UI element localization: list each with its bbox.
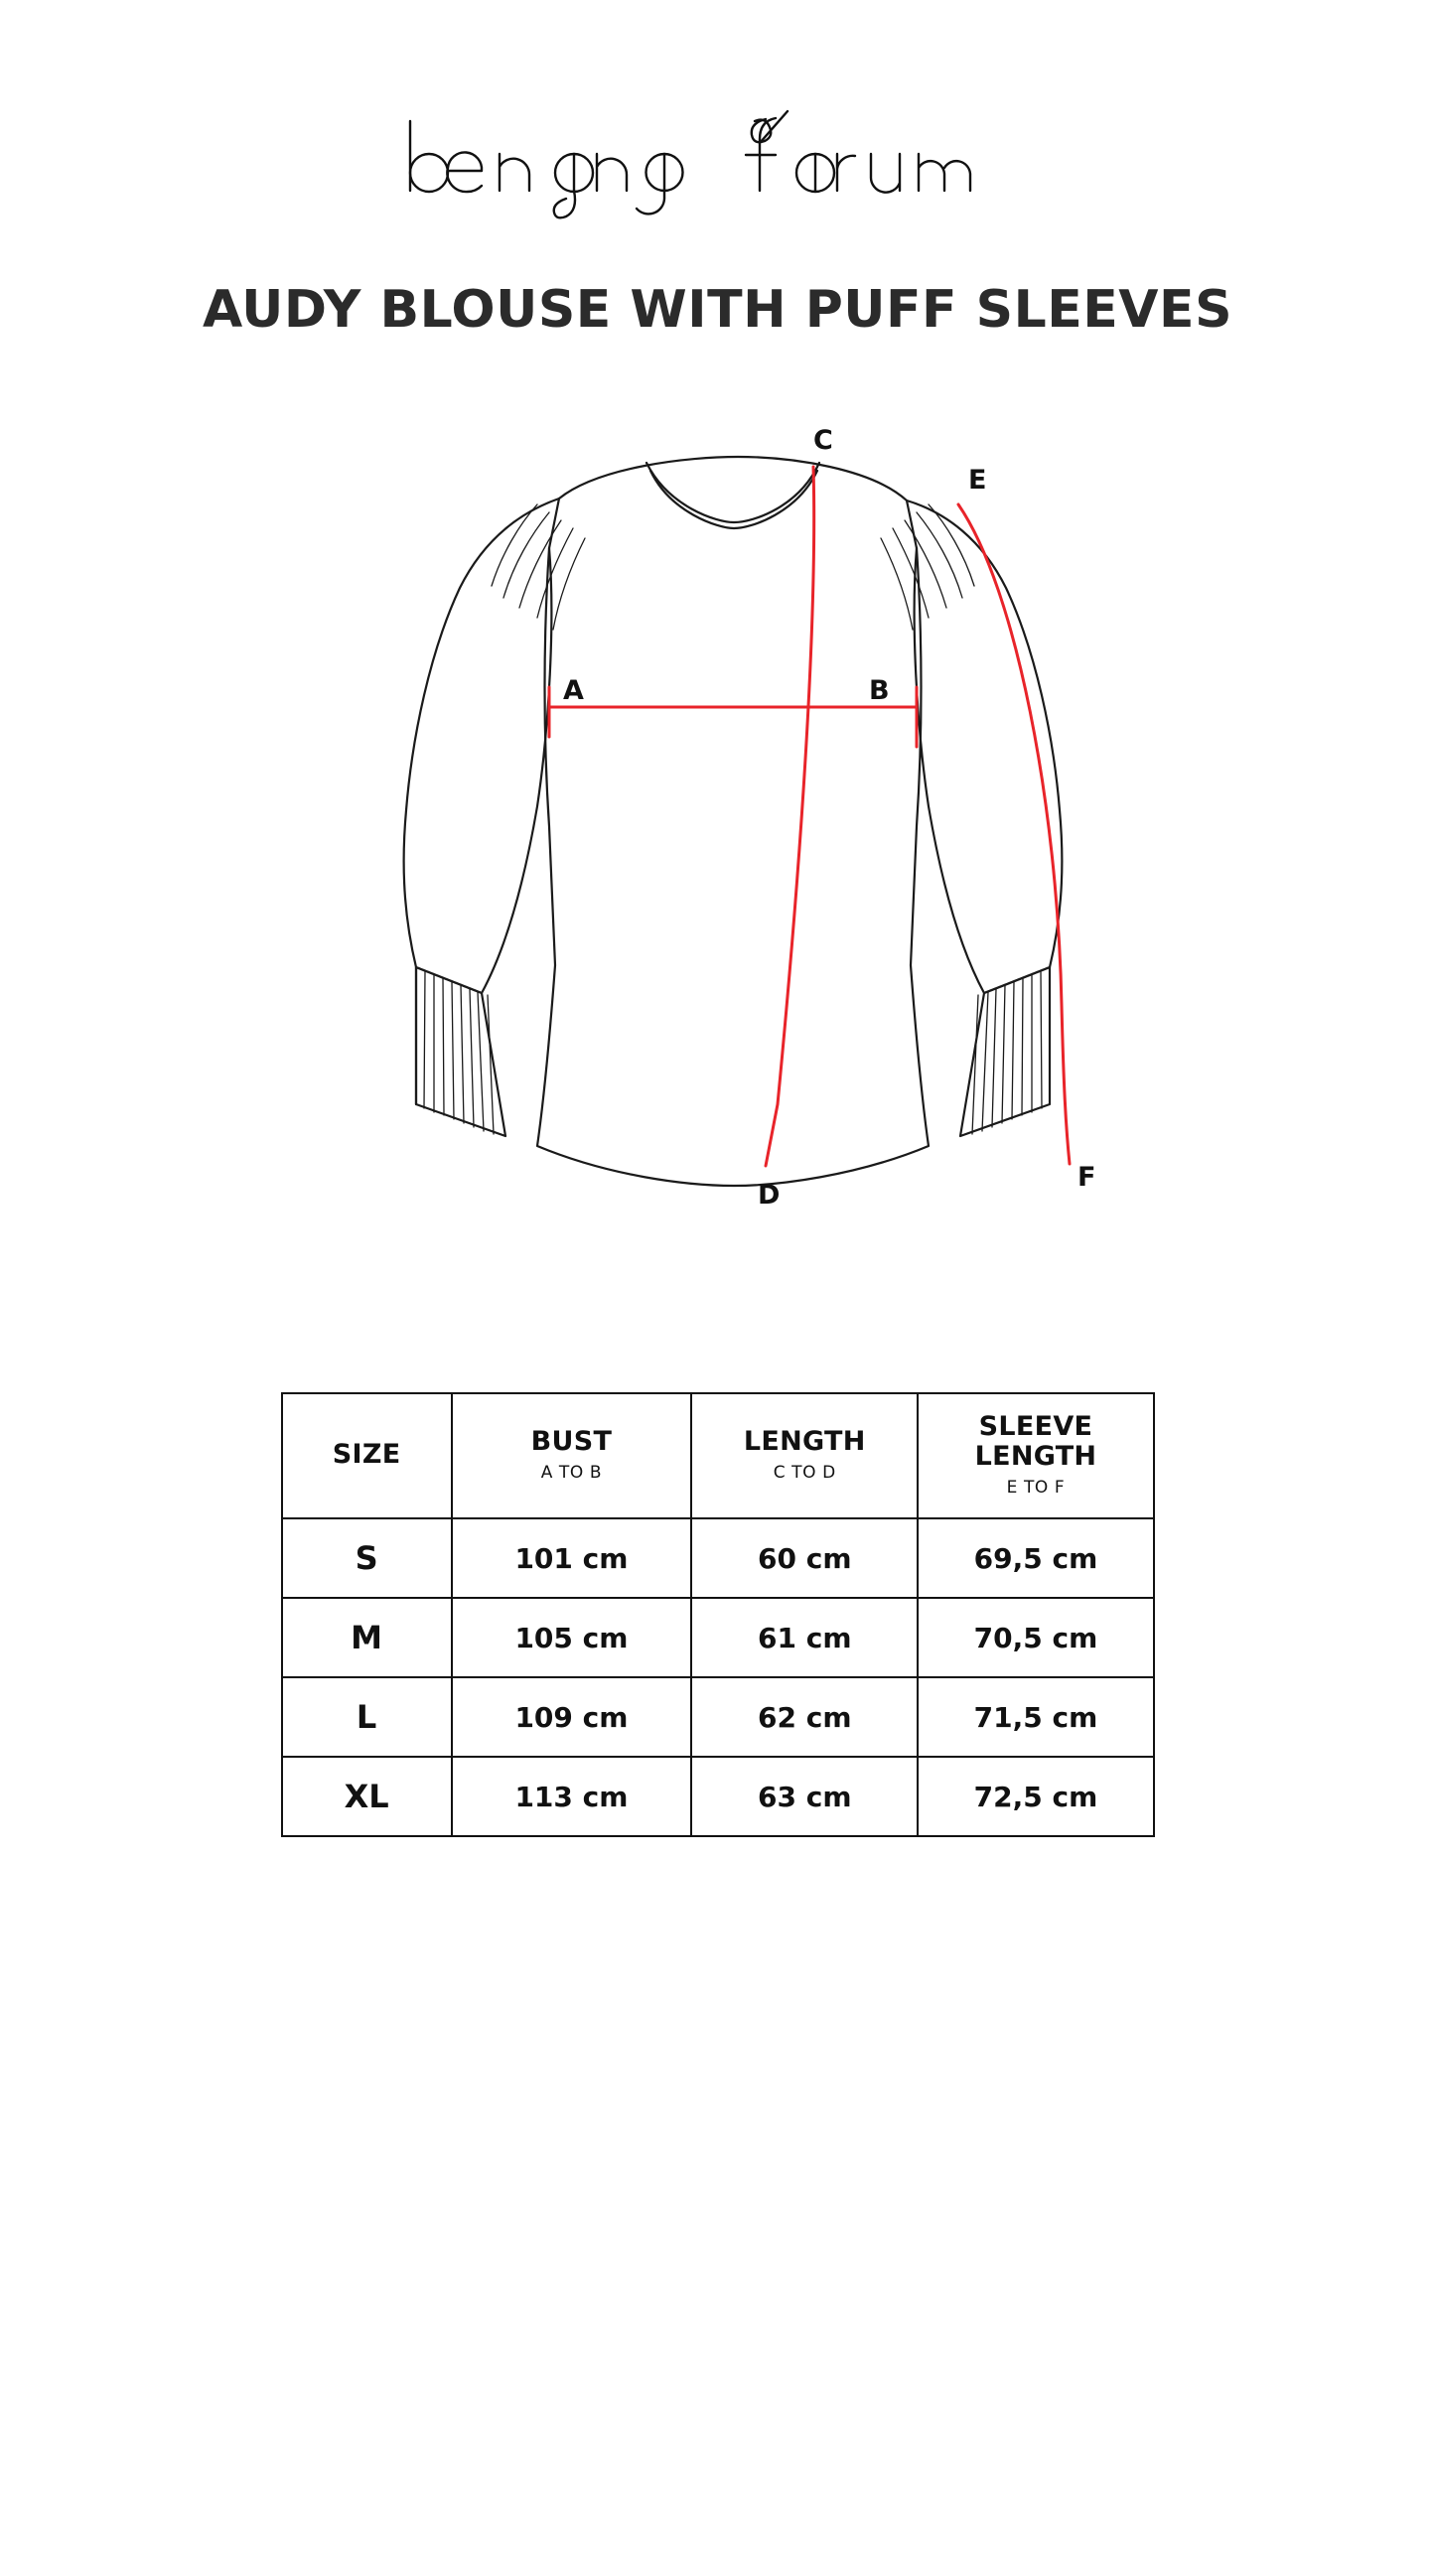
cell-length: 60 cm <box>691 1518 918 1598</box>
cell-bust: 105 cm <box>452 1598 691 1677</box>
cell-sleeve: 71,5 cm <box>918 1677 1153 1757</box>
column-header-sleeve-length <box>918 1393 1153 1518</box>
table-row <box>282 1518 1154 1598</box>
diagram-label-f: F <box>1076 1162 1095 1193</box>
size-table <box>281 1392 1155 1837</box>
diagram-label-a: A <box>562 675 584 706</box>
brand-logo-icon <box>370 99 1066 228</box>
cell-sleeve: 72,5 cm <box>918 1757 1153 1836</box>
table-header-row <box>282 1393 1154 1518</box>
column-header-sleeve-length-main: SLEEVE LENGTH <box>974 1411 1097 1473</box>
column-header-bust-sub: A TO B <box>540 1463 603 1484</box>
cell-size: S <box>282 1518 452 1598</box>
column-header-size <box>282 1393 452 1518</box>
table-body <box>282 1518 1154 1836</box>
table-row <box>282 1677 1154 1757</box>
column-header-size-main: SIZE <box>332 1439 401 1471</box>
diagram-label-c: C <box>812 425 833 456</box>
page-title: AUDY BLOUSE WITH PUFF SLEEVES <box>202 280 1233 340</box>
column-header-bust <box>452 1393 691 1518</box>
diagram-label-e: E <box>967 465 986 496</box>
cell-size: L <box>282 1677 452 1757</box>
column-header-sleeve-length-sub: E TO F <box>1006 1478 1066 1499</box>
size-table-wrapper <box>281 1392 1155 1837</box>
table-header <box>282 1393 1154 1518</box>
garment-diagram <box>221 409 1215 1303</box>
cell-length: 62 cm <box>691 1677 918 1757</box>
cell-sleeve: 69,5 cm <box>918 1518 1153 1598</box>
column-header-length-sub: C TO D <box>773 1463 836 1484</box>
column-header-bust-main: BUST <box>530 1426 613 1458</box>
cell-length: 61 cm <box>691 1598 918 1677</box>
cell-size: M <box>282 1598 452 1677</box>
cell-bust: 109 cm <box>452 1677 691 1757</box>
column-header-length <box>691 1393 918 1518</box>
column-header-length-main: LENGTH <box>743 1426 866 1458</box>
cell-bust: 101 cm <box>452 1518 691 1598</box>
diagram-label-d: D <box>757 1180 780 1211</box>
cell-size: XL <box>282 1757 452 1836</box>
table-row <box>282 1757 1154 1836</box>
cell-bust: 113 cm <box>452 1757 691 1836</box>
brand-logo <box>370 99 1066 228</box>
diagram-label-b: B <box>868 675 890 706</box>
table-row <box>282 1598 1154 1677</box>
cell-sleeve: 70,5 cm <box>918 1598 1153 1677</box>
cell-length: 63 cm <box>691 1757 918 1836</box>
